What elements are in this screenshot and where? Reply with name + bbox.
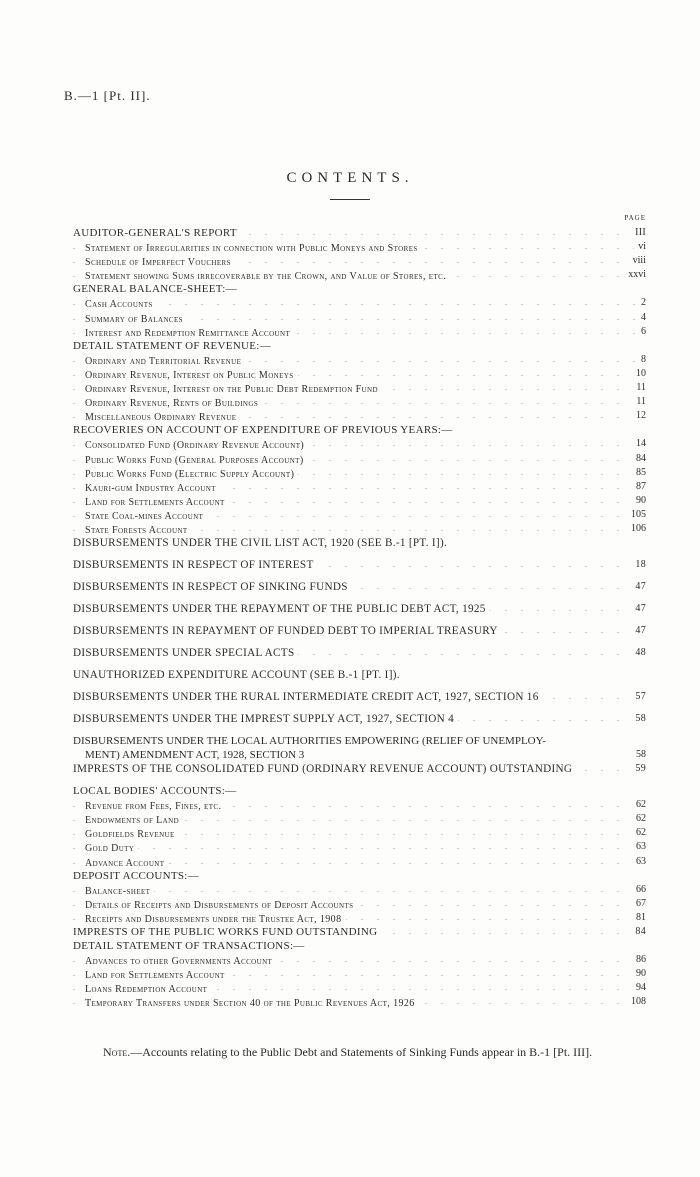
section-heading-label: DISBURSEMENTS IN RESPECT OF SINKING FUNDS bbox=[73, 581, 352, 593]
contents-entry bbox=[73, 995, 646, 1009]
section-heading bbox=[73, 712, 646, 734]
section-heading bbox=[73, 602, 646, 624]
contents-entry-page: 12 bbox=[632, 409, 646, 423]
section-heading-label: DISBURSEMENTS UNDER THE CIVIL LIST ACT, 1920 (SEE B.-1 [PT. I]). bbox=[73, 537, 451, 549]
page-title: CONTENTS. bbox=[286, 170, 414, 186]
footnote bbox=[73, 1044, 646, 1061]
contents-entry-page: 84 bbox=[632, 452, 646, 466]
contents-entry-label: Statement showing Sums irrecoverable by the Crown, and Value of Stores, etc. bbox=[85, 271, 450, 282]
contents-entry-label: Land for Settlements Account bbox=[85, 970, 229, 981]
section-heading-label: GENERAL BALANCE-SHEET:— bbox=[73, 283, 241, 295]
section-heading-page: 57 bbox=[631, 690, 646, 704]
contents-entry-page: vi bbox=[634, 240, 646, 254]
contents-entry bbox=[73, 897, 646, 911]
contents-entry bbox=[73, 480, 646, 494]
contents-entry-label: Kauri-gum Industry Account bbox=[85, 483, 220, 494]
note-lead: Note. bbox=[103, 1045, 131, 1059]
section-heading bbox=[73, 646, 646, 668]
contents-entry-label: Miscellaneous Ordinary Revenue bbox=[85, 412, 240, 423]
section-heading-page: 18 bbox=[631, 558, 646, 572]
contents-entry-label: Statement of Irregularities in connection with Public Moneys and Stores bbox=[85, 243, 422, 254]
contents-entry-page: 2 bbox=[637, 296, 646, 310]
section-heading-label: IMPRESTS OF THE CONSOLIDATED FUND (ORDINARY REVENUE ACCOUNT) OUTSTANDING bbox=[73, 763, 576, 775]
section-heading bbox=[73, 762, 646, 784]
contents-entry-page: 62 bbox=[632, 826, 646, 840]
section-heading bbox=[73, 925, 646, 939]
contents-entry-page: 67 bbox=[632, 897, 646, 911]
contents-entry-page: 8 bbox=[637, 353, 646, 367]
contents-entry-label: Ordinary and Territorial Revenue bbox=[85, 356, 245, 367]
document-reference: B.—1 [Pt. II]. bbox=[64, 88, 151, 103]
contents-entry bbox=[73, 981, 646, 995]
section-heading-page: 47 bbox=[631, 602, 646, 616]
section-heading-label: DEPOSIT ACCOUNTS:— bbox=[73, 870, 203, 882]
section-heading-label: DISBURSEMENTS IN RESPECT OF INTEREST bbox=[73, 559, 318, 571]
contents-entry bbox=[73, 452, 646, 466]
section-heading bbox=[73, 558, 646, 580]
section-heading-label: LOCAL BODIES' ACCOUNTS:— bbox=[73, 785, 240, 797]
section-heading-label: DISBURSEMENTS IN REPAYMENT OF FUNDED DEBT TO IMPERIAL TREASURY bbox=[73, 625, 502, 637]
section-heading-page: 58 bbox=[631, 712, 646, 726]
section-heading bbox=[73, 226, 646, 240]
contents-entry bbox=[73, 381, 646, 395]
section-heading bbox=[73, 339, 646, 353]
contents-entry-label: Advances to other Governments Account bbox=[85, 956, 276, 967]
contents-entry bbox=[73, 494, 646, 508]
section-heading bbox=[73, 536, 646, 558]
page-column-header: PAGE bbox=[624, 214, 646, 222]
contents-entry-page: xxvi bbox=[624, 268, 646, 282]
contents-entry bbox=[73, 296, 646, 310]
note-text: —Accounts relating to the Public Debt and Statements of Sinking Funds appear in B.-1 [Pt. III]. bbox=[130, 1045, 593, 1059]
contents-entry bbox=[73, 395, 646, 409]
section-heading-page: III bbox=[631, 226, 646, 240]
contents-entry-page: 86 bbox=[632, 953, 646, 967]
section-heading-label: DETAIL STATEMENT OF TRANSACTIONS:— bbox=[73, 940, 309, 952]
contents-entry-label: Public Works Fund (General Purposes Account) bbox=[85, 455, 308, 466]
section-heading-label bbox=[73, 734, 646, 762]
contents-entry-label: Goldfields Revenue bbox=[85, 829, 179, 840]
contents-entry-label: State Forests Account bbox=[85, 525, 192, 536]
contents-entry-page: 6 bbox=[637, 325, 646, 339]
contents-entry-page: 4 bbox=[637, 311, 646, 325]
contents-entry-page: 63 bbox=[632, 840, 646, 854]
section-heading-label: DISBURSEMENTS UNDER THE REPAYMENT OF THE PUBLIC DEBT ACT, 1925 bbox=[73, 603, 490, 615]
contents-entry bbox=[73, 409, 646, 423]
contents-entry bbox=[73, 883, 646, 897]
contents-entry-page: 87 bbox=[632, 480, 646, 494]
contents-entry-label: Ordinary Revenue, Rents of Buildings bbox=[85, 398, 262, 409]
contents-entry-page: 90 bbox=[632, 967, 646, 981]
contents-entry-label: Ordinary Revenue, Interest on Public Moneys bbox=[85, 370, 298, 381]
contents-entry bbox=[73, 268, 646, 282]
contents-entry-page: 62 bbox=[632, 798, 646, 812]
section-heading-label: IMPRESTS OF THE PUBLIC WORKS FUND OUTSTANDING bbox=[73, 926, 381, 938]
section-heading bbox=[73, 939, 646, 953]
title-rule bbox=[330, 199, 370, 200]
contents-entry-label: Ordinary Revenue, Interest on the Public Debt Redemption Fund bbox=[85, 384, 382, 395]
section-heading bbox=[73, 423, 646, 437]
contents-entry-label: Summary of Balances bbox=[85, 314, 187, 325]
contents-entry-label: Advance Account bbox=[85, 858, 168, 869]
contents-entry bbox=[73, 240, 646, 254]
contents-entry-label: Public Works Fund (Electric Supply Account) bbox=[85, 469, 298, 480]
contents-entry-page: 85 bbox=[632, 466, 646, 480]
contents-entry bbox=[73, 325, 646, 339]
contents-entry-page: 108 bbox=[627, 995, 646, 1009]
section-heading bbox=[73, 869, 646, 883]
section-heading bbox=[73, 668, 646, 690]
section-heading-label: AUDITOR-GENERAL'S REPORT bbox=[73, 227, 241, 239]
section-heading-page: 59 bbox=[631, 762, 646, 776]
contents-entry bbox=[73, 826, 646, 840]
section-heading-label: UNAUTHORIZED EXPENDITURE ACCOUNT (SEE B.-1 [PT. I]). bbox=[73, 669, 404, 681]
contents-entry-label: Land for Settlements Account bbox=[85, 497, 229, 508]
section-heading-label: DISBURSEMENTS UNDER SPECIAL ACTS bbox=[73, 647, 298, 659]
contents-entry bbox=[73, 911, 646, 925]
contents-entry bbox=[73, 840, 646, 854]
contents-entry-label: Temporary Transfers under Section 40 of the Public Revenues Act, 1926 bbox=[85, 998, 419, 1009]
contents-entry bbox=[73, 367, 646, 381]
section-heading-label: DISBURSEMENTS UNDER THE IMPREST SUPPLY ACT, 1927, SECTION 4 bbox=[73, 713, 458, 725]
contents-entry bbox=[73, 812, 646, 826]
contents-entry bbox=[73, 522, 646, 536]
section-heading bbox=[73, 624, 646, 646]
contents-entry-label: Loans Redemption Account bbox=[85, 984, 211, 995]
section-heading bbox=[73, 580, 646, 602]
contents-entry-page: 63 bbox=[632, 855, 646, 869]
contents-entry-page: 94 bbox=[632, 981, 646, 995]
contents-entry-page: 106 bbox=[627, 522, 646, 536]
contents-entry-page: 105 bbox=[627, 508, 646, 522]
contents-entry-page: 11 bbox=[632, 381, 646, 395]
wrapped-line-1: DISBURSEMENTS UNDER THE LOCAL AUTHORITIES EMPOWERING (RELIEF OF UNEMPLOY- bbox=[73, 735, 546, 748]
contents-entry-page: 11 bbox=[632, 395, 646, 409]
contents-entry bbox=[73, 437, 646, 451]
contents-entry-page: 81 bbox=[632, 911, 646, 925]
section-heading-page: 47 bbox=[631, 624, 646, 638]
contents-entry-page: 10 bbox=[632, 367, 646, 381]
contents-entry-label: Receipts and Disbursements under the Trustee Act, 1908 bbox=[85, 914, 346, 925]
contents-entry bbox=[73, 953, 646, 967]
contents-list bbox=[73, 226, 646, 1010]
section-heading-label: RECOVERIES ON ACCOUNT OF EXPENDITURE OF PREVIOUS YEARS:— bbox=[73, 424, 457, 436]
contents-entry bbox=[73, 254, 646, 268]
contents-entry-label: State Coal-mines Account bbox=[85, 511, 207, 522]
section-heading bbox=[73, 784, 646, 798]
contents-entry-label: Schedule of Imperfect Vouchers bbox=[85, 257, 235, 268]
contents-entry bbox=[73, 798, 646, 812]
contents-entry-label: Consolidated Fund (Ordinary Revenue Account) bbox=[85, 440, 308, 451]
section-heading-page: 47 bbox=[631, 580, 646, 594]
contents-entry-page: 90 bbox=[632, 494, 646, 508]
contents-entry bbox=[73, 353, 646, 367]
contents-entry-label: Cash Accounts bbox=[85, 299, 157, 310]
contents-entry-page: 66 bbox=[632, 883, 646, 897]
contents-entry-page: 62 bbox=[632, 812, 646, 826]
section-heading-label: DETAIL STATEMENT OF REVENUE:— bbox=[73, 340, 275, 352]
contents-entry bbox=[73, 967, 646, 981]
contents-entry-label: Revenue from Fees, Fines, etc. bbox=[85, 801, 225, 812]
section-heading-label: DISBURSEMENTS UNDER THE RURAL INTERMEDIATE CREDIT ACT, 1927, SECTION 16 bbox=[73, 691, 543, 703]
section-heading bbox=[73, 690, 646, 712]
section-heading-page: 58 bbox=[632, 748, 646, 762]
contents-entry-page: 14 bbox=[632, 437, 646, 451]
contents-entry-page: viii bbox=[629, 254, 646, 268]
section-heading bbox=[73, 282, 646, 296]
wrapped-line-2: MENT) AMENDMENT ACT, 1928, SECTION 3 bbox=[85, 749, 305, 762]
section-heading bbox=[73, 734, 646, 762]
contents-entry-label: Balance-sheet bbox=[85, 886, 154, 897]
contents-entry bbox=[73, 508, 646, 522]
contents-entry-label: Endowments of Land bbox=[85, 815, 183, 826]
contents-entry bbox=[73, 466, 646, 480]
contents-entry-label: Gold Duty bbox=[85, 843, 138, 854]
section-heading-page: 48 bbox=[631, 646, 646, 660]
contents-entry bbox=[73, 855, 646, 869]
section-heading-page: 84 bbox=[631, 925, 646, 939]
contents-entry-label: Interest and Redemption Remittance Account bbox=[85, 328, 294, 339]
contents-entry-label: Details of Receipts and Disbursements of Deposit Accounts bbox=[85, 900, 357, 911]
contents-entry bbox=[73, 311, 646, 325]
